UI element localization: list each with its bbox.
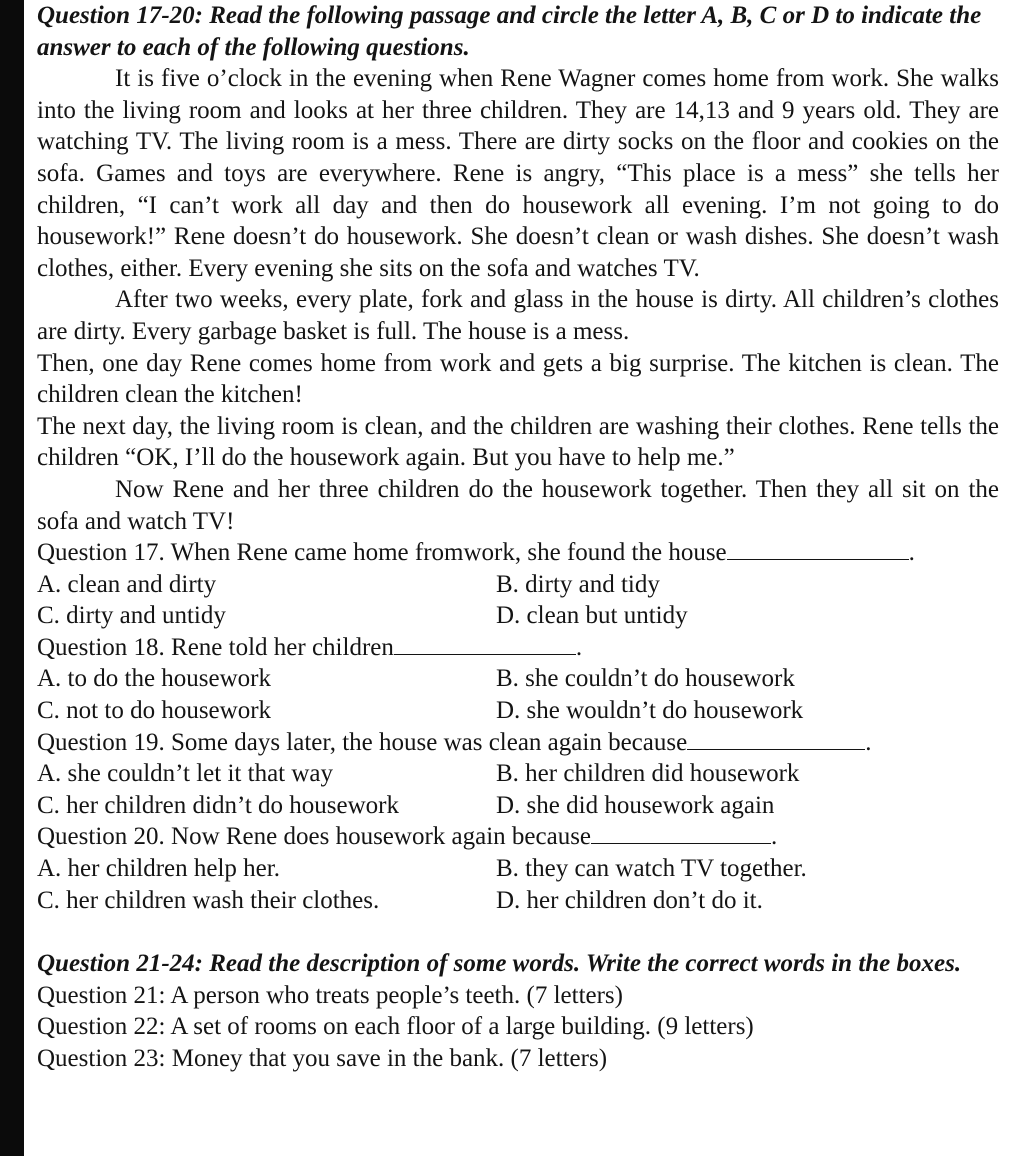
question-17-stem xyxy=(37,537,999,569)
option-c[interactable]: C. her children didn’t do housework xyxy=(37,791,399,819)
answer-blank[interactable] xyxy=(394,632,576,655)
passage-paragraph-1: It is five o’clock in the evening when Rene Wagner comes home from work. She walks into the living room and looks at her three children. They are 14,13 and 9 years old. They are watching TV. The living room is a mess. There are dirty socks on the floor and cookies on the sofa. Games and toys are everywhere. Rene is angry, “This place is a mess” she tells her children, “I can’t work all day and then do housework all evening. I’m not going to do housework!” Rene doesn’t do housework. She doesn’t clean or wash dishes. She doesn’t wash clothes, either. Every evening she sits on the sofa and watches TV. xyxy=(37,65,999,282)
option-a[interactable]: A. her children help her. xyxy=(37,855,280,883)
question-18-stem xyxy=(37,632,999,664)
question-17-end: . xyxy=(908,539,915,567)
section-heading-21-24: Question 21-24: Read the description of some words. Write the correct words in the boxes. xyxy=(37,950,962,978)
question-19-options xyxy=(37,758,999,821)
passage-paragraph-5: Now Rene and her three children do the housework together. Then they all sit on the sofa and watch TV! xyxy=(37,475,999,535)
section-heading-17-20: Question 17-20: Read the following passage and circle the letter A, B, C or D to indicate the answer to each of the following questions. xyxy=(37,2,982,61)
option-b[interactable]: B. they can watch TV together. xyxy=(496,855,807,883)
option-d[interactable]: D. she did housework again xyxy=(496,791,775,819)
question-18-end: . xyxy=(575,633,583,661)
question-19-end: . xyxy=(865,728,872,756)
answer-blank[interactable] xyxy=(687,727,865,750)
question-20 xyxy=(37,821,999,916)
option-d[interactable]: D. she wouldn’t do housework xyxy=(496,697,804,725)
option-a[interactable]: A. to do the housework xyxy=(37,665,271,693)
passage-paragraph-3: Then, one day Rene comes home from work and gets a big surprise. The kitchen is clean. The children clean the kitchen! xyxy=(37,349,999,409)
section-spacer xyxy=(37,916,999,948)
answer-blank[interactable] xyxy=(727,537,909,560)
question-19-stem xyxy=(37,727,999,759)
passage-paragraph-2: After two weeks, every plate, fork and glass in the house is dirty. All children’s clothes are dirty. Every garbage basket is full. The house is a mess. xyxy=(37,286,999,345)
option-a[interactable]: A. clean and dirty xyxy=(37,570,217,598)
question-18-text: Question 18. Rene told her children xyxy=(37,633,394,661)
option-a[interactable]: A. she couldn’t let it that way xyxy=(37,760,334,788)
question-23: Question 23: Money that you save in the bank. (7 letters) xyxy=(37,1045,608,1072)
question-20-text: Question 20. Now Rene does housework again because xyxy=(37,823,592,851)
option-b[interactable]: B. her children did housework xyxy=(496,760,800,788)
option-b[interactable]: B. she couldn’t do housework xyxy=(496,665,795,693)
question-18-options xyxy=(37,663,999,726)
option-c[interactable]: C. her children wash their clothes. xyxy=(37,886,380,914)
page-edge-bar xyxy=(0,0,24,1156)
option-c[interactable]: C. not to do housework xyxy=(37,697,272,725)
answer-blank[interactable] xyxy=(591,821,771,844)
option-d[interactable]: D. clean but untidy xyxy=(496,602,688,630)
option-c[interactable]: C. dirty and untidy xyxy=(37,602,226,630)
question-19-text: Question 19. Some days later, the house was clean again because xyxy=(37,728,688,756)
question-17-text: Question 17. When Rene came home fromwork, she found the house xyxy=(37,539,727,567)
question-19 xyxy=(37,727,999,822)
question-21: Question 21: A person who treats people’s teeth. (7 letters) xyxy=(37,981,623,1009)
question-20-end: . xyxy=(771,823,778,851)
passage-paragraph-4: The next day, the living room is clean, and the children are washing their clothes. Rene tells the children “OK, I’ll do the housework again. But you have to help me.” xyxy=(37,412,999,472)
worksheet xyxy=(37,0,999,1075)
option-d[interactable]: D. her children don’t do it. xyxy=(496,886,763,914)
question-18 xyxy=(37,632,999,727)
question-17 xyxy=(37,537,999,632)
question-17-options xyxy=(37,569,999,632)
question-20-stem xyxy=(37,821,999,853)
question-20-options xyxy=(37,853,999,916)
question-22: Question 22: A set of rooms on each floor of a large building. (9 letters) xyxy=(37,1013,754,1041)
option-b[interactable]: B. dirty and tidy xyxy=(496,570,660,598)
